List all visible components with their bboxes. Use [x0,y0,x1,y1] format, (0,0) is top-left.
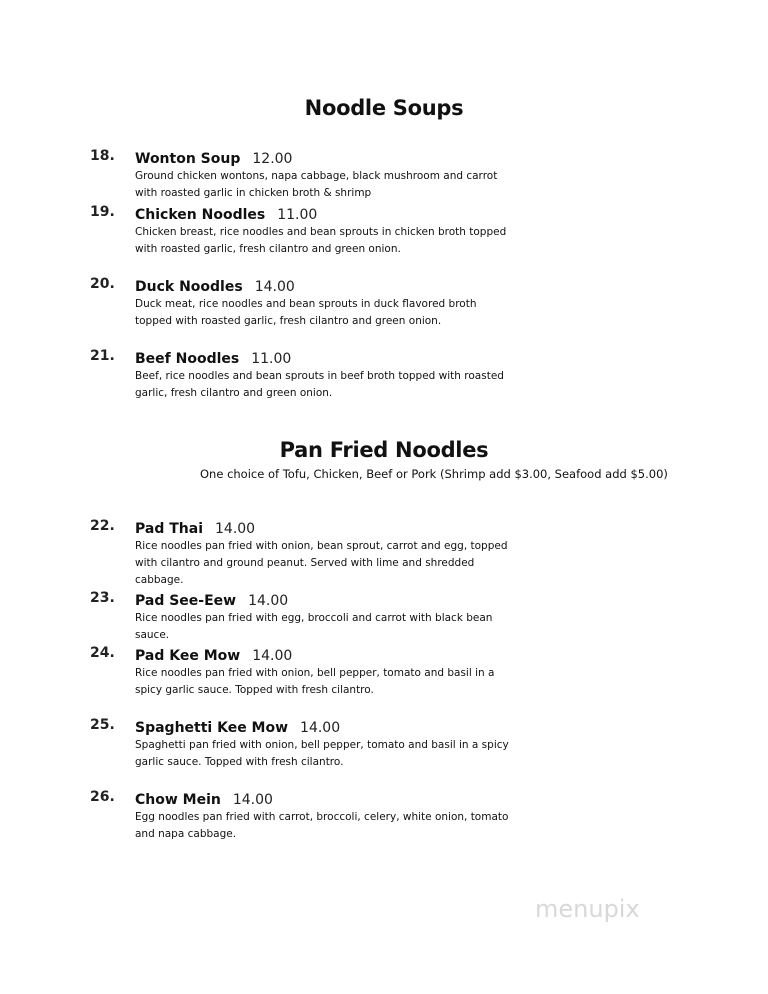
item-name: Chow Mein [135,792,221,808]
item-price: 14.00 [254,279,295,295]
item-name: Pad Kee Mow [135,648,241,664]
item-number: 25. [90,717,115,733]
item-description: Beef, rice noodles and bean sprouts in beef broth topped with roasted garlic, fresh cilantro and green onion. [135,370,504,399]
item-description: Rice noodles pan fried with onion, bell pepper, tomato and basil in a spicy garlic sauce. Topped with fresh cilantro. [135,667,495,696]
item-price: 14.00 [248,593,289,609]
item-number: 20. [90,276,115,292]
item-name: Wonton Soup [135,151,241,167]
item-description: Spaghetti pan fried with onion, bell pepper, tomato and basil in a spicy garlic sauce. Topped with fresh cilantro. [135,739,509,768]
section-title-pan-fried-noodles: Pan Fried Noodles [279,438,489,462]
item-number: 23. [90,590,115,606]
item-price: 14.00 [232,792,273,808]
item-price: 14.00 [252,648,293,664]
item-number: 26. [90,789,115,805]
item-name: Chicken Noodles [135,207,266,223]
item-price: 11.00 [277,207,318,223]
item-name: Beef Noodles [135,351,240,367]
item-name: Duck Noodles [135,279,243,295]
item-name: Spaghetti Kee Mow [135,720,289,736]
item-price: 14.00 [215,521,256,537]
item-price: 14.00 [300,720,341,736]
section-title-noodle-soups: Noodle Soups [304,96,464,120]
item-number: 19. [90,204,115,220]
item-description: Rice noodles pan fried with onion, bean sprout, carrot and egg, topped with cilantro and ground peanut. Served with lime and shredded cabbage. [135,540,508,586]
item-description: Rice noodles pan fried with egg, broccoli and carrot with black bean sauce. [135,612,493,641]
item-number: 24. [90,645,115,661]
item-price: 12.00 [252,151,293,167]
item-number: 21. [90,348,115,364]
item-number: 22. [90,518,115,534]
item-description: Chicken breast, rice noodles and bean sprouts in chicken broth topped with roasted garlic, fresh cilantro and green onion. [135,226,507,255]
menupix-watermark: menupix [535,895,640,923]
item-name: Pad See-Eew [135,593,237,609]
item-description: Ground chicken wontons, napa cabbage, black mushroom and carrot with roasted garlic in chicken broth & shrimp [135,170,498,199]
item-description: Duck meat, rice noodles and bean sprouts in duck flavored broth topped with roasted garlic, fresh cilantro and green onion. [135,298,477,327]
item-name: Pad Thai [135,521,203,537]
item-price: 11.00 [251,351,292,367]
item-description: Egg noodles pan fried with carrot, broccoli, celery, white onion, tomato and napa cabbage. [135,811,509,840]
item-number: 18. [90,148,115,164]
section-note: One choice of Tofu, Chicken, Beef or Pork (Shrimp add $3.00, Seafood add $5.00) [200,467,668,481]
